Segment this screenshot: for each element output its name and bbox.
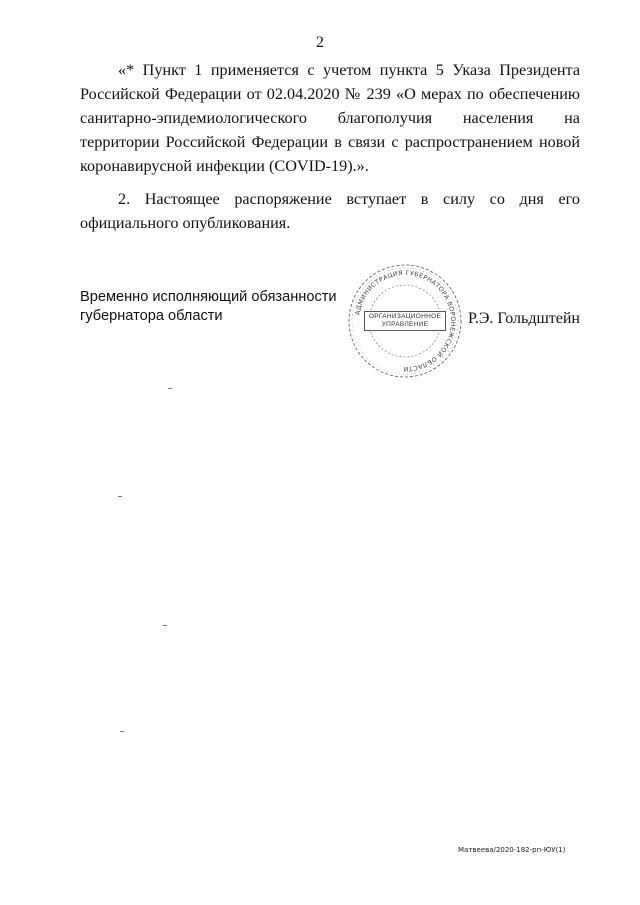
- document-footer-code: Матвеева/2020-182-рп-ЮУ(1): [458, 846, 566, 854]
- official-stamp-seal: [344, 260, 466, 382]
- stamp-inner-line-2: УПРАВЛЕНИЕ: [381, 321, 429, 328]
- stamp-ring-text: АДМИНИСТРАЦИЯ ГУБЕРНАТОРА ВОРОНЕЖСКОЙ ОБЛАСТИ: [354, 269, 457, 373]
- signatory-name: Р.Э. Гольдштейн: [467, 310, 580, 327]
- paragraph-footnote-clause: «* Пункт 1 применяется с учетом пункта 5 Указа Президента Российской Федерации от 02.04.2020 № 239 «О мерах по обеспечению санитарно-эпидемиологического благополучия населения на территории Российской Федерации в связи с распространением новой коронавирусной инфекции (COVID-19).».: [80, 61, 580, 175]
- paragraph-effective-date: 2. Настоящее распоряжение вступает в силу со дня его официального опубликования.: [80, 190, 580, 232]
- signatory-title-line-2: губернатора области: [80, 308, 223, 324]
- stamp-center: [344, 260, 466, 382]
- signatory-title: [80, 288, 337, 326]
- scan-speck: [163, 625, 167, 626]
- signature-block: [80, 269, 580, 398]
- page-number: 2: [316, 34, 324, 51]
- stamp-inner-box: [364, 311, 446, 331]
- scan-speck: [120, 731, 124, 732]
- scan-speck: [168, 388, 172, 389]
- scan-speck: [118, 496, 122, 497]
- signatory-title-line-1: Временно исполняющий обязанности: [80, 289, 337, 305]
- stamp-inner-line-1: ОРГАНИЗАЦИОННОЕ: [368, 313, 442, 320]
